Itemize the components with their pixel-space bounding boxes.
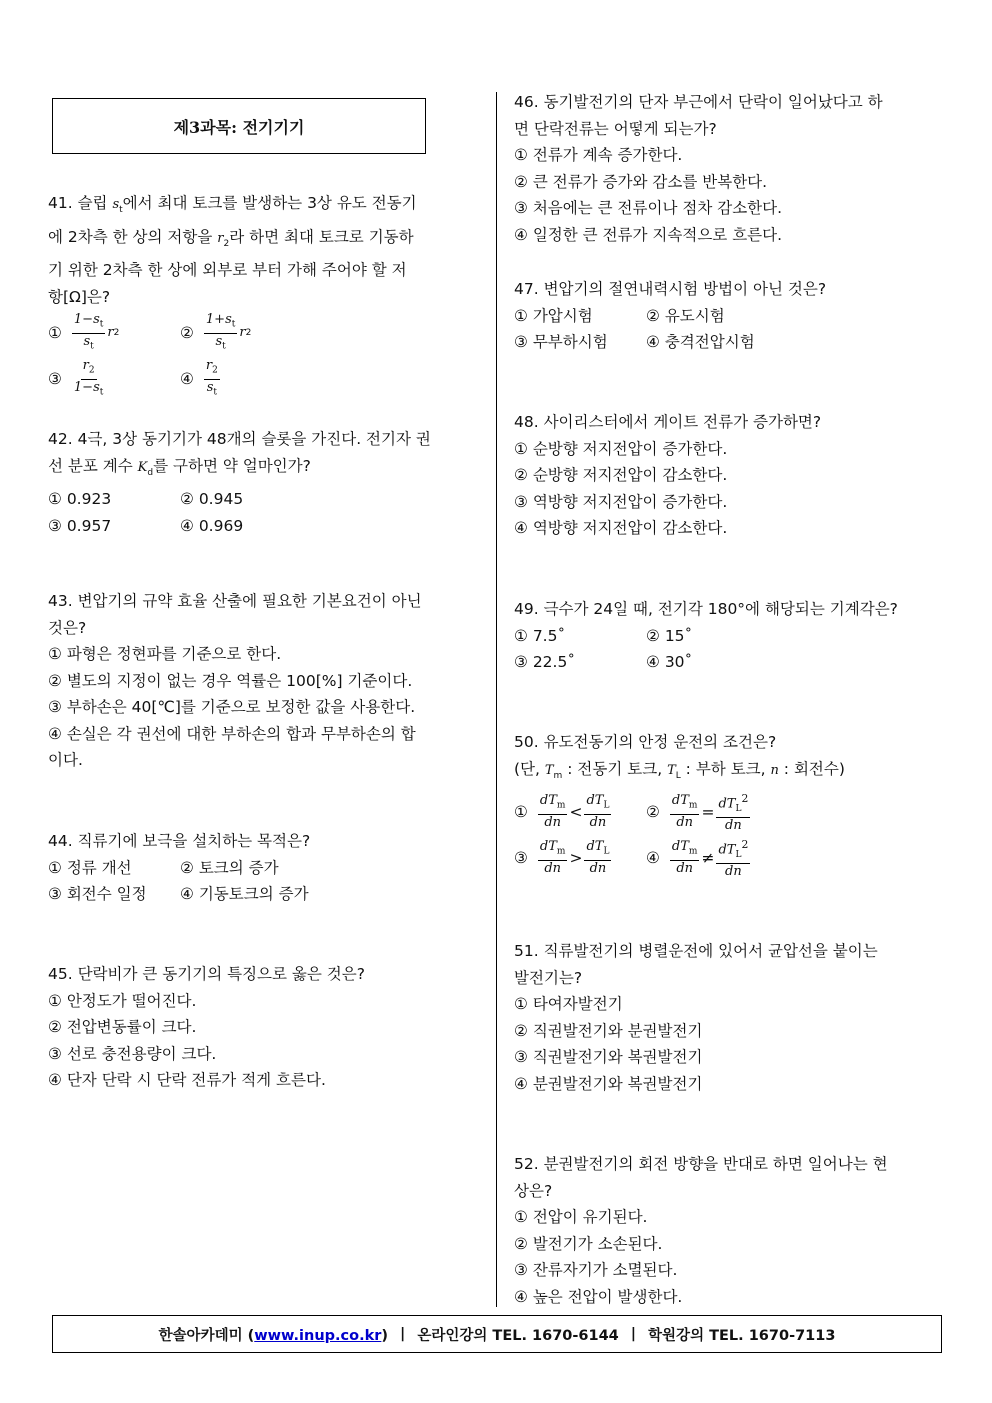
question-51 [514, 938, 944, 1097]
q51-line2: 발전기는? [514, 968, 583, 987]
q49-option-3[interactable]: ③ 22.5˚ [514, 653, 576, 671]
q43-option-1[interactable]: ① 파형은 정현파를 기준으로 한다. [48, 645, 282, 663]
q45-option-3[interactable]: ③ 선로 충전용량이 크다. [48, 1044, 217, 1063]
q49-line1: 49. 극수가 24일 때, 전기각 180°에 해당되는 기계각은? [514, 600, 898, 618]
question-47 [514, 276, 944, 356]
q52-option-4[interactable]: ④ 높은 전압이 발생한다. [514, 1287, 683, 1306]
footer-separator: | [630, 1326, 637, 1342]
q50-option-4[interactable]: ④ $\frac{dT_m}{dn}$ ≠ $\frac{dT_L^2}{dn}$ [646, 837, 749, 879]
q48-option-4[interactable]: ④ 역방향 저지전압이 감소한다. [514, 519, 728, 537]
q46-option-4[interactable]: ④ 일정한 큰 전류가 지속적으로 흐른다. [514, 225, 783, 244]
q43-line2: 것은? [48, 618, 87, 637]
question-42 [48, 426, 478, 539]
section-title-box [52, 98, 426, 154]
q50-line1: 50. 유도전동기의 안정 운전의 조건은? [514, 733, 777, 751]
q41-line3: 기 위한 2차측 한 상에 외부로 부터 가해 주어야 할 저 [48, 261, 407, 280]
section-title: 제3과목: 전기기기 [173, 117, 305, 137]
q47-line1: 47. 변압기의 절연내력시험 방법이 아닌 것은? [514, 280, 827, 298]
question-50 [514, 729, 944, 881]
q52-option-2[interactable]: ② 발전기가 소손된다. [514, 1234, 663, 1253]
q41-options-row2 [48, 356, 478, 402]
question-45 [48, 961, 478, 1094]
q43-option-4-cont: 이다. [48, 751, 83, 769]
q52-line2: 상은? [514, 1181, 553, 1200]
footer-separator: | [400, 1326, 406, 1342]
q50-options-row1 [514, 789, 944, 835]
q44-line1: 44. 직류기에 보극을 설치하는 목적은? [48, 832, 311, 850]
q41-option-3[interactable]: ③ $\frac{r_2}{1-s_t}$ [48, 358, 104, 398]
question-44 [48, 828, 478, 908]
footer-brand: 한솔아카데미 (www.inup.co.kr) [158, 1327, 389, 1344]
q48-option-2[interactable]: ② 순방향 저지전압이 감소한다. [514, 466, 728, 484]
q43-option-4[interactable]: ④ 손실은 각 권선에 대한 부하손의 합과 무부하손의 합 [48, 724, 416, 743]
q44-option-2[interactable]: ② 토크의 증가 [180, 858, 279, 877]
q43-line1: 43. 변압기의 규약 효율 산출에 필요한 기본요건이 아닌 [48, 592, 422, 610]
q41-line4: 항[Ω]은? [48, 287, 111, 306]
q46-line1: 46. 동기발전기의 단자 부근에서 단락이 일어났다고 하 [514, 93, 883, 111]
q51-option-1[interactable]: ① 타여자발전기 [514, 995, 623, 1013]
q42-option-4[interactable]: ④ 0.969 [180, 516, 244, 535]
q49-option-4[interactable]: ④ 30˚ [646, 653, 693, 671]
q47-option-2[interactable]: ② 유도시험 [646, 306, 725, 325]
q45-option-1[interactable]: ① 안정도가 떨어진다. [48, 991, 197, 1010]
q42-line1: 42. 4극, 3상 동기기가 48개의 슬롯을 가진다. 전기자 권 [48, 430, 431, 448]
q42-option-2[interactable]: ② 0.945 [180, 490, 244, 509]
q50-option-2[interactable]: ② $\frac{dT_m}{dn}$ = $\frac{dT_L^2}{dn}$ [646, 791, 749, 833]
q42-line2: 선 분포 계수 $K_d$를 구하면 약 얼마인가? [48, 456, 311, 478]
q44-option-4[interactable]: ④ 기동토크의 증가 [180, 885, 309, 903]
q50-option-1[interactable]: ① $\frac{dT_m}{dn}$ < $\frac{dT_L}{dn}$ [514, 793, 610, 830]
q50-option-3[interactable]: ③ $\frac{dT_m}{dn}$ > $\frac{dT_L}{dn}$ [514, 839, 610, 876]
q43-option-3[interactable]: ③ 부하손은 40[℃]를 기준으로 보정한 값을 사용한다. [48, 698, 416, 716]
q51-option-3[interactable]: ③ 직권발전기와 복권발전기 [514, 1048, 703, 1066]
q50-options-row2 [514, 835, 944, 881]
q49-option-1[interactable]: ① 7.5˚ [514, 626, 566, 645]
q48-option-3[interactable]: ③ 역방향 저지전압이 증가한다. [514, 492, 728, 511]
question-48 [514, 409, 944, 542]
q49-option-2[interactable]: ② 15˚ [646, 626, 693, 645]
footer-academy-tel: 학원강의 TEL. 1670-7113 [648, 1327, 836, 1344]
q46-option-2[interactable]: ② 큰 전류가 증가와 감소를 반복한다. [514, 172, 768, 191]
q41-line1: 41. 슬립 $s_t$에서 최대 토크를 발생하는 3상 유도 전동기 [48, 194, 417, 216]
q50-condition: (단, $T_m$ : 전동기 토크, $T_L$ : 부하 토크, n : 회전수) [514, 759, 845, 781]
question-41 [48, 190, 478, 402]
q45-option-4[interactable]: ④ 단자 단락 시 단락 전류가 적게 흐른다. [48, 1071, 326, 1089]
q48-option-1[interactable]: ① 순방향 저지전압이 증가한다. [514, 439, 728, 458]
q46-option-1[interactable]: ① 전류가 계속 증가한다. [514, 146, 683, 164]
q47-option-3[interactable]: ③ 무부하시험 [514, 333, 608, 351]
q48-line1: 48. 사이리스터에서 게이트 전류가 증가하면? [514, 413, 822, 431]
q43-option-2[interactable]: ② 별도의 지정이 없는 경우 역률은 100[%] 기준이다. [48, 671, 413, 690]
q45-option-2[interactable]: ② 전압변동률이 크다. [48, 1018, 197, 1036]
question-52 [514, 1151, 944, 1310]
footer-online-tel: 온라인강의 TEL. 1670-6144 [417, 1327, 619, 1344]
q41-option-1[interactable]: ① $\frac{1-s_t}{s_t}$ r 2 [48, 312, 120, 352]
q46-option-3[interactable]: ③ 처음에는 큰 전류이나 점차 감소한다. [514, 199, 783, 217]
q41-option-2[interactable]: ② $\frac{1+s_t}{s_t}$ r 2 [180, 312, 252, 352]
q51-option-2[interactable]: ② 직권발전기와 분권발전기 [514, 1021, 703, 1040]
q45-line1: 45. 단락비가 큰 동기기의 특징으로 옳은 것은? [48, 965, 365, 983]
q51-option-4[interactable]: ④ 분권발전기와 복권발전기 [514, 1074, 703, 1093]
q44-option-1[interactable]: ① 정류 개선 [48, 858, 132, 877]
q41-option-4[interactable]: ④ $\frac{r_2}{s_t}$ [180, 358, 218, 398]
q46-line2: 면 단락전류는 어떻게 되는가? [514, 119, 717, 138]
footer-bar [52, 1315, 942, 1353]
q52-option-3[interactable]: ③ 잔류자기가 소멸된다. [514, 1261, 678, 1279]
q42-option-3[interactable]: ③ 0.957 [48, 516, 112, 535]
q42-option-1[interactable]: ① 0.923 [48, 490, 112, 509]
column-divider [496, 92, 497, 1307]
q52-option-1[interactable]: ① 전압이 유기된다. [514, 1208, 648, 1226]
question-43 [48, 588, 478, 774]
q52-line1: 52. 분권발전기의 회전 방향을 반대로 하면 일어나는 현 [514, 1155, 888, 1173]
footer-website-link[interactable]: www.inup.co.kr [254, 1327, 382, 1344]
question-49 [514, 596, 944, 676]
question-46 [514, 89, 944, 248]
q41-line2: 에 2차측 한 상의 저항을 $r_2$라 하면 최대 토크로 기동하 [48, 227, 414, 249]
q47-option-1[interactable]: ① 가압시험 [514, 306, 593, 325]
q47-option-4[interactable]: ④ 충격전압시험 [646, 333, 755, 351]
q44-option-3[interactable]: ③ 회전수 일정 [48, 885, 147, 903]
q41-options-row1 [48, 310, 478, 356]
q51-line1: 51. 직류발전기의 병렬운전에 있어서 균압선을 붙이는 [514, 942, 878, 960]
